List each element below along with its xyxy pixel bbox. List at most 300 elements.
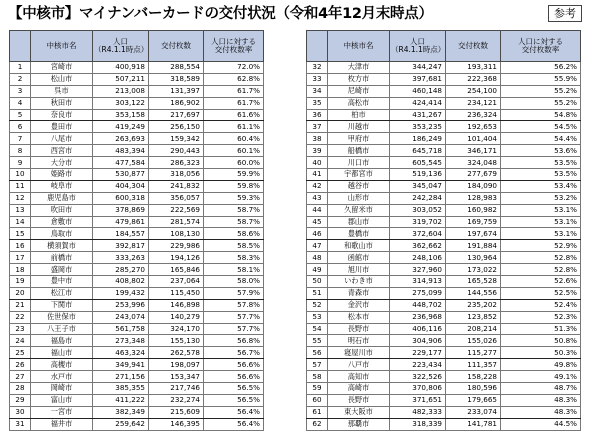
table-row (307, 347, 581, 359)
header-no (307, 31, 328, 62)
row-number: 59 (307, 383, 328, 395)
issued-count-cell: 254,100 (446, 85, 501, 97)
population-cell: 419,249 (93, 121, 149, 133)
city-name-cell: 東大阪市 (328, 406, 390, 418)
page-header (8, 4, 582, 26)
issued-count-cell: 180,596 (446, 383, 501, 395)
table-header-row (307, 31, 581, 62)
city-name-cell: 寝屋川市 (328, 347, 390, 359)
population-cell: 303,052 (390, 204, 446, 216)
city-name-cell: 長野市 (328, 323, 390, 335)
population-cell: 370,806 (390, 383, 446, 395)
header-rate-line1: 人口に対する (518, 36, 563, 46)
city-name-cell: 甲府市 (328, 133, 390, 145)
header-rate-line2: 交付枚数率 (214, 45, 253, 54)
issue-rate-cell: 48.7% (501, 383, 581, 395)
population-cell: 479,861 (93, 216, 149, 228)
table-row (307, 406, 581, 418)
table-row (307, 97, 581, 109)
header-population-sub: （R4.1.1時点） (94, 45, 149, 54)
table-row (10, 216, 264, 228)
issue-rate-cell: 56.6% (204, 359, 264, 371)
table-row (307, 121, 581, 133)
table-row (307, 204, 581, 216)
issue-rate-cell: 52.9% (501, 240, 581, 252)
table-row (307, 287, 581, 299)
table-row (10, 157, 264, 169)
header-rate (204, 31, 264, 62)
issue-rate-cell: 58.5% (204, 240, 264, 252)
table-row (10, 276, 264, 288)
city-name-cell: 山形市 (328, 192, 390, 204)
population-cell: 530,877 (93, 169, 149, 181)
row-number: 1 (10, 62, 31, 74)
population-cell: 327,960 (390, 264, 446, 276)
row-number: 7 (10, 133, 31, 145)
issued-count-cell: 111,357 (446, 359, 501, 371)
issued-count-cell: 262,578 (149, 347, 204, 359)
row-number: 28 (10, 383, 31, 395)
city-name-cell: 横須賀市 (31, 240, 93, 252)
issued-count-cell: 229,986 (149, 240, 204, 252)
row-number: 16 (10, 240, 31, 252)
issued-count-cell: 130,964 (446, 252, 501, 264)
right-table (306, 30, 581, 431)
population-cell: 303,122 (93, 97, 149, 109)
city-name-cell: 豊中市 (31, 276, 93, 288)
issued-count-cell: 184,090 (446, 180, 501, 192)
row-number: 54 (307, 323, 328, 335)
city-name-cell: いわき市 (328, 276, 390, 288)
issue-rate-cell: 54.8% (501, 109, 581, 121)
city-name-cell: 一宮市 (31, 406, 93, 418)
population-cell: 353,158 (93, 109, 149, 121)
population-cell: 600,318 (93, 192, 149, 204)
table-row (307, 383, 581, 395)
population-cell: 314,913 (390, 276, 446, 288)
table-row (307, 311, 581, 323)
row-number: 18 (10, 264, 31, 276)
city-name-cell: 柏市 (328, 109, 390, 121)
issued-count-cell: 123,852 (446, 311, 501, 323)
row-number: 33 (307, 73, 328, 85)
population-cell: 186,249 (390, 133, 446, 145)
population-cell: 392,817 (93, 240, 149, 252)
row-number: 24 (10, 335, 31, 347)
table-row (307, 62, 581, 74)
issued-count-cell: 232,274 (149, 394, 204, 406)
city-name-cell: 函館市 (328, 252, 390, 264)
population-cell: 645,718 (390, 145, 446, 157)
city-name-cell: 那覇市 (328, 418, 390, 430)
population-cell: 482,333 (390, 406, 446, 418)
population-cell: 507,211 (93, 73, 149, 85)
table-row (307, 276, 581, 288)
population-cell: 397,681 (390, 73, 446, 85)
issued-count-cell: 217,746 (149, 383, 204, 395)
table-row (10, 228, 264, 240)
city-name-cell: 青森市 (328, 287, 390, 299)
table-row (307, 169, 581, 181)
issue-rate-cell: 44.5% (501, 418, 581, 430)
row-number: 20 (10, 287, 31, 299)
table-row (307, 73, 581, 85)
row-number: 10 (10, 169, 31, 181)
row-number: 39 (307, 145, 328, 157)
issued-count-cell: 288,554 (149, 62, 204, 74)
issue-rate-cell: 53.1% (501, 216, 581, 228)
population-cell: 322,526 (390, 371, 446, 383)
table-row (10, 145, 264, 157)
city-name-cell: 前橋市 (31, 252, 93, 264)
row-number: 30 (10, 406, 31, 418)
city-name-cell: 久留米市 (328, 204, 390, 216)
row-number: 42 (307, 180, 328, 192)
issue-rate-cell: 56.6% (204, 371, 264, 383)
city-name-cell: 尼崎市 (328, 85, 390, 97)
table-row (10, 85, 264, 97)
header-city-name: 中核市名 (31, 31, 93, 62)
population-cell: 248,106 (390, 252, 446, 264)
population-cell: 378,869 (93, 204, 149, 216)
row-number: 17 (10, 252, 31, 264)
row-number: 35 (307, 97, 328, 109)
city-name-cell: 佐世保市 (31, 311, 93, 323)
header-city-name: 中核市名 (328, 31, 390, 62)
issued-count-cell: 159,342 (149, 133, 204, 145)
row-number: 19 (10, 276, 31, 288)
issued-count-cell: 179,665 (446, 394, 501, 406)
table-row (10, 169, 264, 181)
city-name-cell: 豊田市 (31, 121, 93, 133)
population-cell: 349,941 (93, 359, 149, 371)
row-number: 31 (10, 418, 31, 430)
table-row (307, 371, 581, 383)
issued-count-cell: 140,279 (149, 311, 204, 323)
issued-count-cell: 144,556 (446, 287, 501, 299)
population-cell: 199,432 (93, 287, 149, 299)
row-number: 36 (307, 109, 328, 121)
city-name-cell: 船橋市 (328, 145, 390, 157)
row-number: 4 (10, 97, 31, 109)
issue-rate-cell: 51.3% (501, 323, 581, 335)
row-number: 58 (307, 371, 328, 383)
row-number: 41 (307, 169, 328, 181)
row-number: 56 (307, 347, 328, 359)
issued-count-cell: 233,074 (446, 406, 501, 418)
table-row (10, 73, 264, 85)
table-row (10, 406, 264, 418)
header-issued: 交付枚数 (446, 31, 501, 62)
population-cell: 371,651 (390, 394, 446, 406)
issue-rate-cell: 57.7% (204, 311, 264, 323)
issued-count-cell: 290,443 (149, 145, 204, 157)
issued-count-cell: 318,589 (149, 73, 204, 85)
row-number: 29 (10, 394, 31, 406)
issue-rate-cell: 50.8% (501, 335, 581, 347)
population-cell: 408,802 (93, 276, 149, 288)
row-number: 47 (307, 240, 328, 252)
issue-rate-cell: 58.0% (204, 276, 264, 288)
row-number: 61 (307, 406, 328, 418)
population-cell: 273,348 (93, 335, 149, 347)
city-name-cell: 大津市 (328, 62, 390, 74)
issue-rate-cell: 54.4% (501, 133, 581, 145)
population-cell: 263,693 (93, 133, 149, 145)
population-cell: 229,177 (390, 347, 446, 359)
issued-count-cell: 324,170 (149, 323, 204, 335)
table-row (307, 145, 581, 157)
table-row (10, 240, 264, 252)
issue-rate-cell: 52.6% (501, 276, 581, 288)
table-row (10, 133, 264, 145)
table-row (10, 347, 264, 359)
row-number: 55 (307, 335, 328, 347)
issue-rate-cell: 56.7% (204, 347, 264, 359)
row-number: 15 (10, 228, 31, 240)
city-name-cell: 川越市 (328, 121, 390, 133)
population-cell: 463,324 (93, 347, 149, 359)
issue-rate-cell: 53.5% (501, 169, 581, 181)
issued-count-cell: 141,781 (446, 418, 501, 430)
table-row (10, 323, 264, 335)
city-name-cell: 下関市 (31, 299, 93, 311)
header-population (93, 31, 149, 62)
population-cell: 318,339 (390, 418, 446, 430)
population-cell: 431,267 (390, 109, 446, 121)
row-number: 48 (307, 252, 328, 264)
issued-count-cell: 318,056 (149, 169, 204, 181)
issue-rate-cell: 61.1% (204, 121, 264, 133)
row-number: 57 (307, 359, 328, 371)
row-number: 45 (307, 216, 328, 228)
issued-count-cell: 115,277 (446, 347, 501, 359)
city-name-cell: 奈良市 (31, 109, 93, 121)
city-name-cell: 姫路市 (31, 169, 93, 181)
population-cell: 223,434 (390, 359, 446, 371)
city-name-cell: 富山市 (31, 394, 93, 406)
row-number: 9 (10, 157, 31, 169)
city-name-cell: 鹿児島市 (31, 192, 93, 204)
issued-count-cell: 237,064 (149, 276, 204, 288)
table-row (10, 252, 264, 264)
city-name-cell: 大分市 (31, 157, 93, 169)
table-row (307, 180, 581, 192)
row-number: 52 (307, 299, 328, 311)
table-row (307, 418, 581, 430)
issued-count-cell: 108,130 (149, 228, 204, 240)
issued-count-cell: 346,171 (446, 145, 501, 157)
population-cell: 404,304 (93, 180, 149, 192)
table-row (10, 109, 264, 121)
city-name-cell: 盛岡市 (31, 264, 93, 276)
issue-rate-cell: 61.6% (204, 109, 264, 121)
population-cell: 184,557 (93, 228, 149, 240)
issued-count-cell: 222,569 (149, 204, 204, 216)
population-cell: 243,074 (93, 311, 149, 323)
city-name-cell: 八戸市 (328, 359, 390, 371)
row-number: 53 (307, 311, 328, 323)
table-row (10, 121, 264, 133)
city-name-cell: 高松市 (328, 97, 390, 109)
population-cell: 319,702 (390, 216, 446, 228)
issue-rate-cell: 53.1% (501, 228, 581, 240)
row-number: 27 (10, 371, 31, 383)
row-number: 50 (307, 276, 328, 288)
city-name-cell: 宇都宮市 (328, 169, 390, 181)
issue-rate-cell: 56.5% (204, 394, 264, 406)
issued-count-cell: 198,097 (149, 359, 204, 371)
issue-rate-cell: 61.7% (204, 85, 264, 97)
header-population (390, 31, 446, 62)
population-cell: 275,099 (390, 287, 446, 299)
issue-rate-cell: 52.4% (501, 299, 581, 311)
population-cell: 213,008 (93, 85, 149, 97)
table-row (307, 264, 581, 276)
row-number: 60 (307, 394, 328, 406)
issued-count-cell: 131,397 (149, 85, 204, 97)
row-number: 32 (307, 62, 328, 74)
issued-count-cell: 165,846 (149, 264, 204, 276)
header-population-main: 人口 (113, 36, 128, 46)
population-cell: 259,642 (93, 418, 149, 430)
issue-rate-cell: 58.1% (204, 264, 264, 276)
row-number: 25 (10, 347, 31, 359)
issued-count-cell: 324,048 (446, 157, 501, 169)
header-rate (501, 31, 581, 62)
row-number: 14 (10, 216, 31, 228)
population-cell: 253,996 (93, 299, 149, 311)
issue-rate-cell: 52.3% (501, 311, 581, 323)
table-row (307, 299, 581, 311)
issue-rate-cell: 52.5% (501, 287, 581, 299)
city-name-cell: 福島市 (31, 335, 93, 347)
row-number: 38 (307, 133, 328, 145)
issued-count-cell: 115,450 (149, 287, 204, 299)
issue-rate-cell: 49.8% (501, 359, 581, 371)
population-cell: 424,414 (390, 97, 446, 109)
population-cell: 460,148 (390, 85, 446, 97)
issue-rate-cell: 48.3% (501, 394, 581, 406)
row-number: 23 (10, 323, 31, 335)
row-number: 62 (307, 418, 328, 430)
city-name-cell: 松江市 (31, 287, 93, 299)
issue-rate-cell: 57.9% (204, 287, 264, 299)
issued-count-cell: 235,202 (446, 299, 501, 311)
city-name-cell: 西宮市 (31, 145, 93, 157)
issued-count-cell: 101,404 (446, 133, 501, 145)
issue-rate-cell: 58.7% (204, 216, 264, 228)
table-row (307, 109, 581, 121)
population-cell: 400,918 (93, 62, 149, 74)
city-name-cell: 宮崎市 (31, 62, 93, 74)
table-row (307, 85, 581, 97)
issue-rate-cell: 59.9% (204, 169, 264, 181)
city-name-cell: 八尾市 (31, 133, 93, 145)
issue-rate-cell: 54.5% (501, 121, 581, 133)
issue-rate-cell: 62.8% (204, 73, 264, 85)
row-number: 44 (307, 204, 328, 216)
table-row (10, 287, 264, 299)
issue-rate-cell: 57.8% (204, 299, 264, 311)
city-name-cell: 倉敷市 (31, 216, 93, 228)
issued-count-cell: 128,983 (446, 192, 501, 204)
table-row (307, 133, 581, 145)
reference-badge: 参考 (548, 5, 582, 22)
issue-rate-cell: 49.1% (501, 371, 581, 383)
row-number: 12 (10, 192, 31, 204)
population-cell: 385,355 (93, 383, 149, 395)
issue-rate-cell: 53.5% (501, 157, 581, 169)
issued-count-cell: 208,214 (446, 323, 501, 335)
issued-count-cell: 160,982 (446, 204, 501, 216)
issued-count-cell: 234,121 (446, 97, 501, 109)
table-row (307, 216, 581, 228)
issued-count-cell: 236,324 (446, 109, 501, 121)
header-no (10, 31, 31, 62)
issue-rate-cell: 56.8% (204, 335, 264, 347)
population-cell: 242,284 (390, 192, 446, 204)
table-row (307, 359, 581, 371)
population-cell: 372,604 (390, 228, 446, 240)
city-name-cell: 高崎市 (328, 383, 390, 395)
population-cell: 411,222 (93, 394, 149, 406)
city-name-cell: 和歌山市 (328, 240, 390, 252)
left-table-body (10, 62, 264, 431)
population-cell: 304,906 (390, 335, 446, 347)
issue-rate-cell: 48.3% (501, 406, 581, 418)
header-population-sub: （R4.1.1時点） (391, 45, 446, 54)
city-name-cell: 八王子市 (31, 323, 93, 335)
row-number: 34 (307, 85, 328, 97)
table-row (307, 192, 581, 204)
table-row (10, 311, 264, 323)
issued-count-cell: 146,395 (149, 418, 204, 430)
issued-count-cell: 191,884 (446, 240, 501, 252)
city-name-cell: 福山市 (31, 347, 93, 359)
issued-count-cell: 158,228 (446, 371, 501, 383)
issue-rate-cell: 55.9% (501, 73, 581, 85)
city-name-cell: 高槻市 (31, 359, 93, 371)
population-cell: 345,047 (390, 180, 446, 192)
row-number: 13 (10, 204, 31, 216)
issue-rate-cell: 58.3% (204, 252, 264, 264)
population-cell: 448,702 (390, 299, 446, 311)
city-name-cell: 岡崎市 (31, 383, 93, 395)
issue-rate-cell: 60.1% (204, 145, 264, 157)
issued-count-cell: 165,528 (446, 276, 501, 288)
table-row (10, 394, 264, 406)
table-row (10, 359, 264, 371)
issued-count-cell: 281,574 (149, 216, 204, 228)
issue-rate-cell: 50.3% (501, 347, 581, 359)
issue-rate-cell: 55.2% (501, 97, 581, 109)
city-name-cell: 福井市 (31, 418, 93, 430)
issue-rate-cell: 57.7% (204, 323, 264, 335)
issued-count-cell: 197,674 (446, 228, 501, 240)
issued-count-cell: 241,832 (149, 180, 204, 192)
table-row (307, 240, 581, 252)
row-number: 21 (10, 299, 31, 311)
population-cell: 382,349 (93, 406, 149, 418)
row-number: 43 (307, 192, 328, 204)
issued-count-cell: 146,898 (149, 299, 204, 311)
issued-count-cell: 169,759 (446, 216, 501, 228)
issue-rate-cell: 56.5% (204, 383, 264, 395)
right-table-body (307, 62, 581, 431)
issued-count-cell: 153,347 (149, 371, 204, 383)
row-number: 2 (10, 73, 31, 85)
